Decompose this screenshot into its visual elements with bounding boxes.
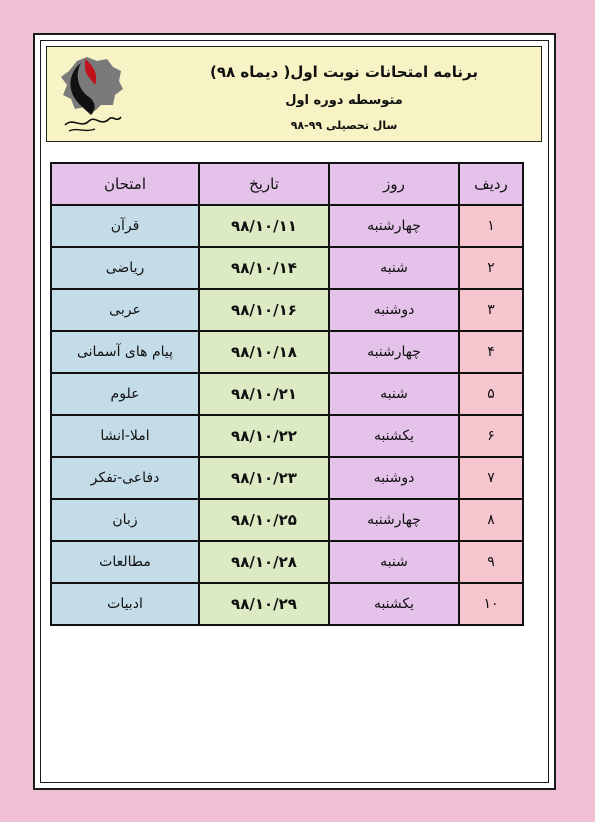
row-date: ۹۸/۱۰/۱۴	[199, 247, 329, 289]
row-date: ۹۸/۱۰/۲۹	[199, 583, 329, 625]
row-date: ۹۸/۱۰/۲۱	[199, 373, 329, 415]
row-exam: ریاضی	[51, 247, 199, 289]
row-day: دوشنبه	[329, 289, 459, 331]
row-date: ۹۸/۱۰/۲۲	[199, 415, 329, 457]
row-day: چهارشنبه	[329, 499, 459, 541]
row-index: ۵	[459, 373, 523, 415]
row-date: ۹۸/۱۰/۱۱	[199, 205, 329, 247]
table-row	[51, 415, 523, 457]
table-row	[51, 457, 523, 499]
page-subtitle: متوسطه دوره اول	[285, 93, 403, 108]
row-exam: مطالعات	[51, 541, 199, 583]
header-index: ردیف	[459, 163, 523, 205]
row-exam: علوم	[51, 373, 199, 415]
row-exam: زبان	[51, 499, 199, 541]
header-day: روز	[329, 163, 459, 205]
academic-year: سال تحصیلی ۹۹-۹۸	[290, 119, 398, 132]
row-day: چهارشنبه	[329, 205, 459, 247]
row-date: ۹۸/۱۰/۲۵	[199, 499, 329, 541]
table-row	[51, 247, 523, 289]
school-logo-icon	[55, 53, 127, 137]
header-date: تاریخ	[199, 163, 329, 205]
row-exam: قرآن	[51, 205, 199, 247]
table-row	[51, 373, 523, 415]
row-exam: عربی	[51, 289, 199, 331]
row-exam: پیام های آسمانی	[51, 331, 199, 373]
table-row	[51, 331, 523, 373]
row-exam: دفاعی-تفکر	[51, 457, 199, 499]
row-day: شنبه	[329, 247, 459, 289]
row-index: ۱۰	[459, 583, 523, 625]
row-index: ۱	[459, 205, 523, 247]
header-box	[46, 46, 542, 142]
row-date: ۹۸/۱۰/۱۸	[199, 331, 329, 373]
document-sheet	[33, 33, 556, 790]
header-exam: امتحان	[51, 163, 199, 205]
row-day: چهارشنبه	[329, 331, 459, 373]
row-index: ۷	[459, 457, 523, 499]
row-index: ۹	[459, 541, 523, 583]
row-date: ۹۸/۱۰/۲۳	[199, 457, 329, 499]
row-day: یکشنبه	[329, 583, 459, 625]
row-index: ۶	[459, 415, 523, 457]
exam-schedule-table	[50, 162, 524, 626]
row-date: ۹۸/۱۰/۱۶	[199, 289, 329, 331]
table-header-row	[51, 163, 523, 205]
row-day: شنبه	[329, 373, 459, 415]
table-row	[51, 289, 523, 331]
row-exam: ادبیات	[51, 583, 199, 625]
row-day: یکشنبه	[329, 415, 459, 457]
page-title: برنامه امتحانات نوبت اول( دیماه ۹۸)	[210, 63, 478, 81]
table-row	[51, 541, 523, 583]
row-day: دوشنبه	[329, 457, 459, 499]
row-index: ۸	[459, 499, 523, 541]
table-row	[51, 499, 523, 541]
row-index: ۲	[459, 247, 523, 289]
row-index: ۴	[459, 331, 523, 373]
row-exam: املا-انشا	[51, 415, 199, 457]
row-index: ۳	[459, 289, 523, 331]
row-date: ۹۸/۱۰/۲۸	[199, 541, 329, 583]
row-day: شنبه	[329, 541, 459, 583]
table-row	[51, 583, 523, 625]
table-row	[51, 205, 523, 247]
